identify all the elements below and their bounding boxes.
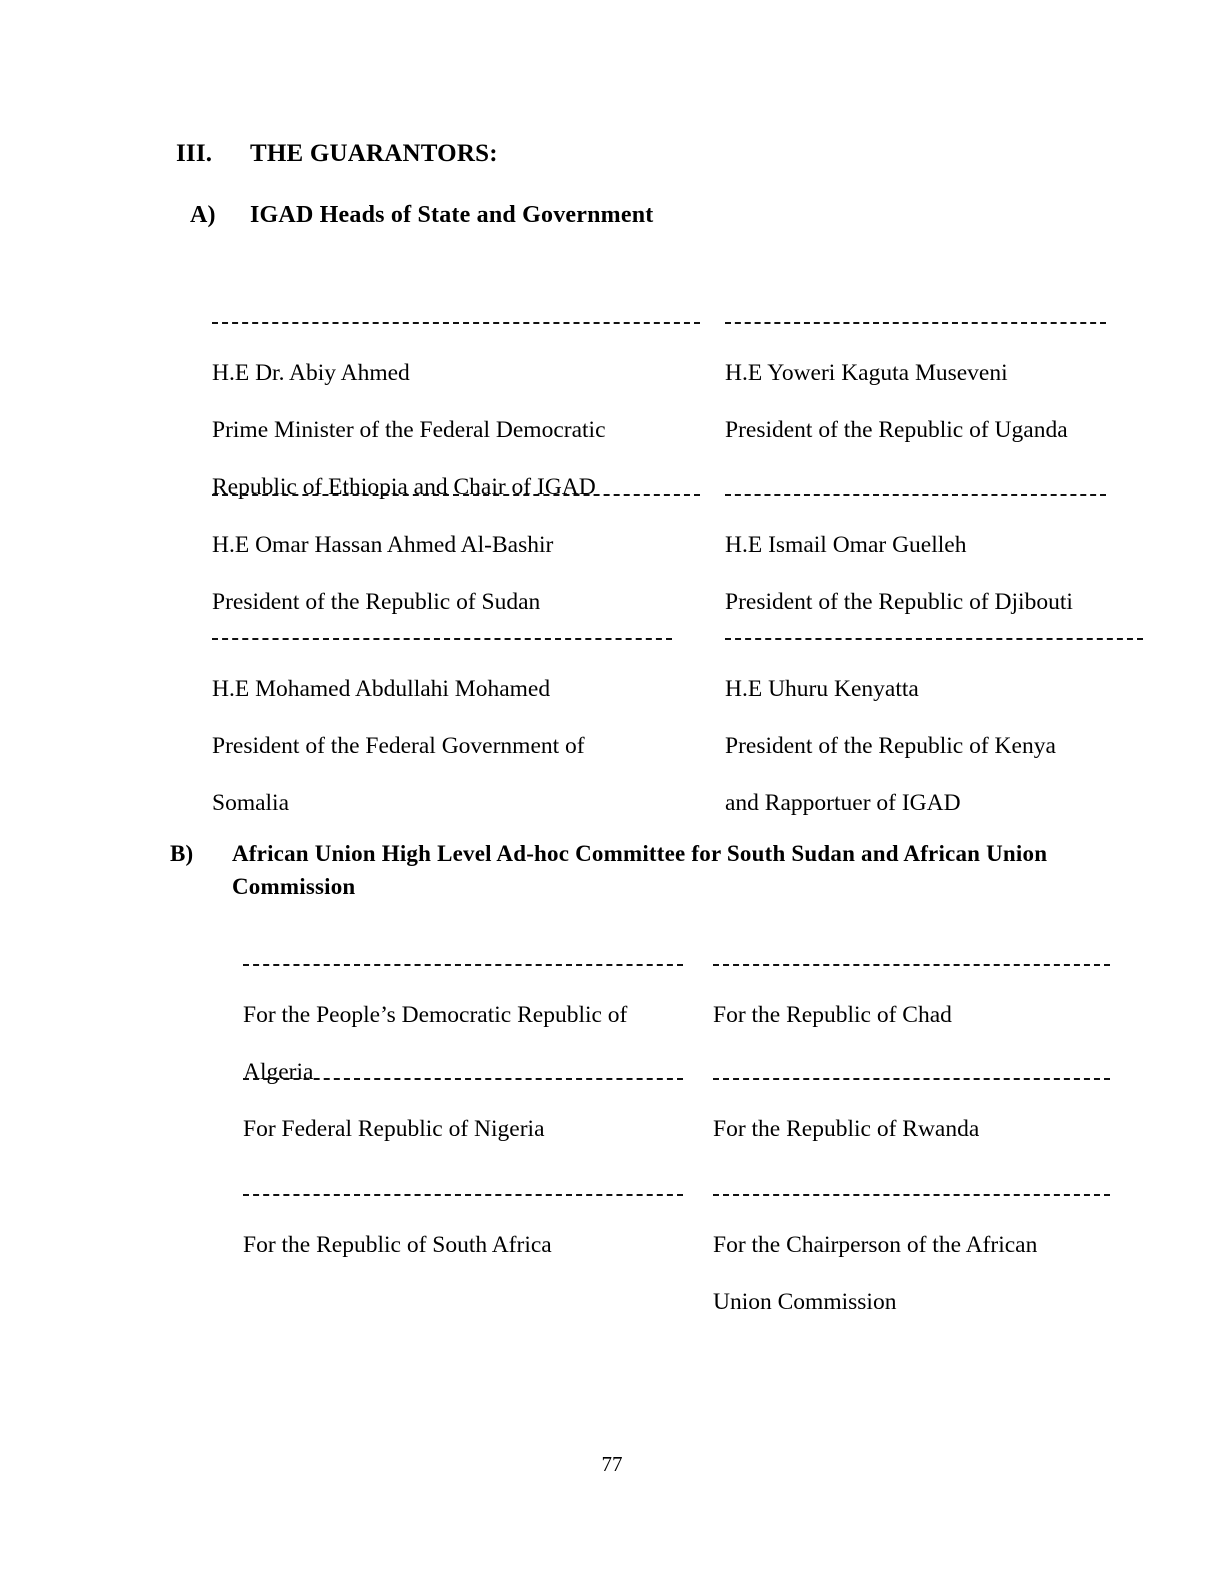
signature-caption (713, 973, 1110, 1058)
signature-caption (212, 647, 672, 846)
signatory-entity-line: Algeria (243, 1059, 314, 1086)
section-heading-guarantors (176, 140, 498, 168)
signatory-name: H.E Dr. Abiy Ahmed (212, 360, 410, 387)
signatory-entity-line: For the People’s Democratic Republic of (243, 1002, 628, 1029)
subsection-marker: B) (170, 841, 194, 866)
signature-rule[interactable] (212, 494, 700, 496)
signature-caption (725, 331, 1106, 473)
signature-rule[interactable] (243, 1078, 683, 1080)
signatory-entity-line: For the Republic of Rwanda (713, 1116, 980, 1143)
signatory-name: H.E Omar Hassan Ahmed Al-Bashir (212, 532, 554, 559)
page-number: 77 (601, 1452, 623, 1476)
signature-rule[interactable] (725, 322, 1106, 324)
signatory-entity-line: For the Republic of South Africa (243, 1232, 552, 1259)
signature-rule[interactable] (243, 1194, 683, 1196)
signatory-entity-line: For Federal Republic of Nigeria (243, 1116, 545, 1143)
signature-caption (713, 1203, 1110, 1345)
signatory-entity-line: For the Chairperson of the African (713, 1232, 1038, 1259)
signatory-title-line: Republic of Ethiopia and Chair of IGAD (212, 474, 596, 501)
signatory-name: H.E Yoweri Kaguta Museveni (725, 360, 1008, 387)
signatory-title-line: President of the Republic of Djibouti (725, 589, 1073, 616)
signature-rule[interactable] (725, 638, 1143, 640)
signatory-title-line: President of the Federal Government of (212, 733, 585, 760)
signature-caption (725, 647, 1143, 846)
signature-block (212, 638, 672, 846)
signature-caption (725, 503, 1106, 645)
signatory-title-line: President of the Republic of Uganda (725, 417, 1068, 444)
signature-block (713, 1194, 1110, 1345)
signature-block (725, 322, 1106, 473)
section-marker: III. (176, 140, 213, 167)
signature-rule[interactable] (713, 1194, 1110, 1196)
signatory-name: H.E Ismail Omar Guelleh (725, 532, 967, 559)
signature-rule[interactable] (212, 638, 672, 640)
signatory-title-line: President of the Republic of Kenya (725, 733, 1056, 760)
signatory-name: H.E Uhuru Kenyatta (725, 676, 919, 703)
signature-rule[interactable] (212, 322, 700, 324)
signature-block (725, 494, 1106, 645)
signature-block (713, 964, 1110, 1058)
signatory-title-line: Somalia (212, 790, 290, 817)
signature-block (243, 1078, 683, 1172)
subsection-title: African Union High Level Ad-hoc Committee for South Sudan and African Union Commission (232, 841, 1048, 899)
signatory-title-line: Prime Minister of the Federal Democratic (212, 417, 606, 444)
signature-caption (212, 503, 700, 645)
signature-block (725, 638, 1143, 846)
signatory-entity-line: Union Commission (713, 1289, 897, 1316)
signatory-entity-line: For the Republic of Chad (713, 1002, 952, 1029)
signatory-name: H.E Mohamed Abdullahi Mohamed (212, 676, 551, 703)
signatory-title-line: President of the Republic of Sudan (212, 589, 541, 616)
signature-block (212, 494, 700, 645)
subsection-marker: A) (190, 202, 216, 228)
signature-rule[interactable] (713, 1078, 1110, 1080)
section-title: THE GUARANTORS: (250, 140, 498, 167)
signature-rule[interactable] (243, 964, 683, 966)
signature-caption (713, 1087, 1110, 1172)
subsection-heading-igad (190, 202, 653, 229)
subsection-title: IGAD Heads of State and Government (250, 202, 654, 228)
signature-caption (243, 1203, 683, 1288)
signature-block (243, 1194, 683, 1288)
signature-rule[interactable] (725, 494, 1106, 496)
signature-block (713, 1078, 1110, 1172)
subsection-heading-african-union (170, 838, 1050, 903)
signatory-title-line: and Rapportuer of IGAD (725, 790, 961, 817)
signature-rule[interactable] (713, 964, 1110, 966)
signature-caption (243, 1087, 683, 1172)
